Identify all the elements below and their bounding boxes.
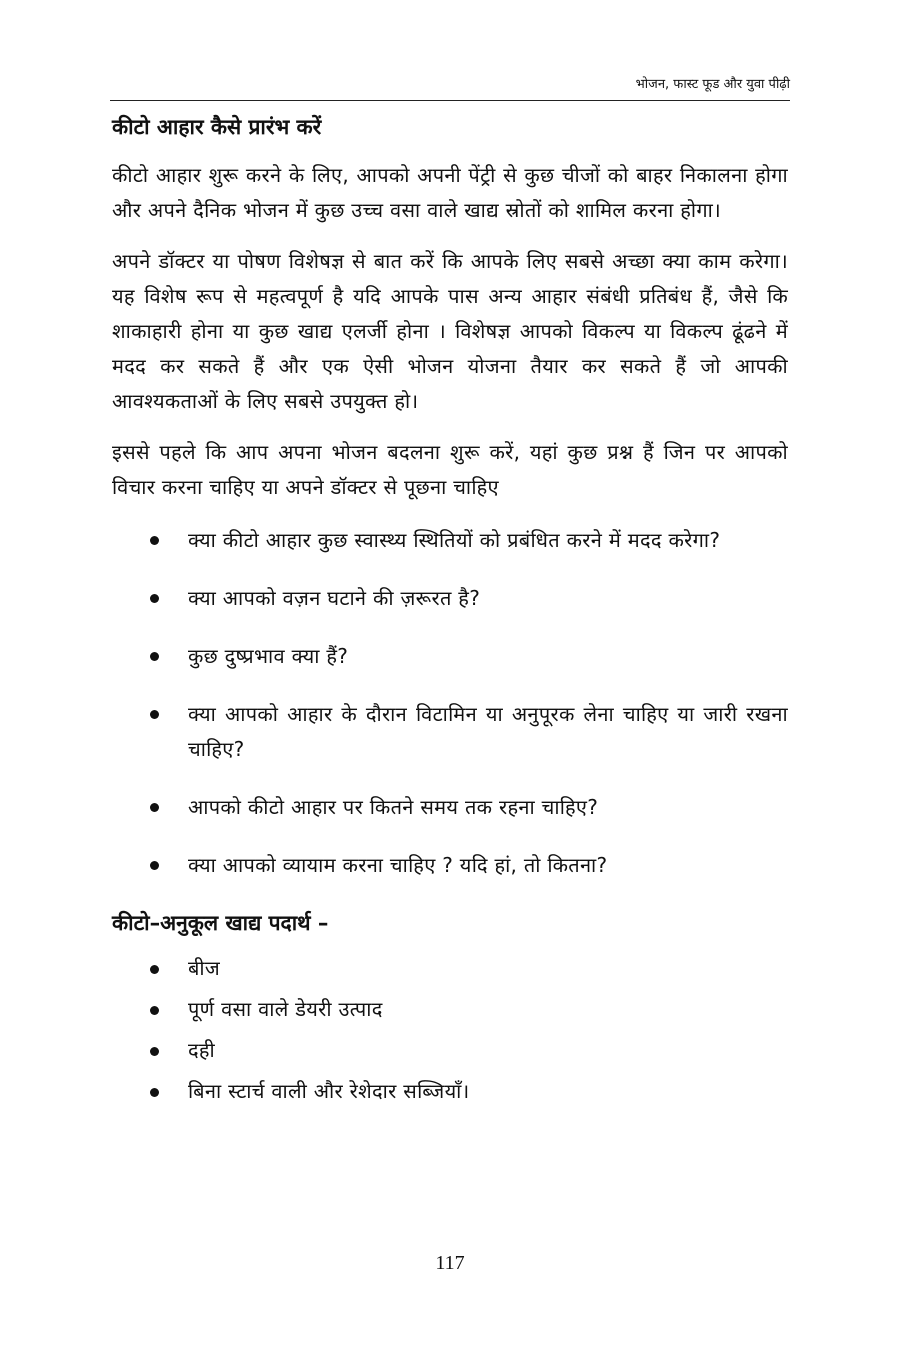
food-text: बिना स्टार्च वाली और रेशेदार सब्जियाँ। (188, 1079, 470, 1103)
list-item (112, 790, 788, 825)
list-item (112, 993, 788, 1026)
list-item (112, 581, 788, 616)
paragraph-questions-intro: इससे पहले कि आप अपना भोजन बदलना शुरू करें, यहां कुछ प्रश्न हैं जिन पर आपको विचार करना चाहिए या अपने डॉक्टर से पूछना चाहिए (112, 440, 788, 499)
bullet-icon (150, 536, 159, 545)
bullet-icon (150, 710, 159, 719)
bullet-icon (150, 803, 159, 812)
question-text: कुछ दुष्प्रभाव क्या हैं? (188, 644, 349, 668)
foods-title: कीटो–अनुकूल खाद्य पदार्थ – (112, 911, 329, 935)
header-rule (110, 100, 790, 101)
paragraph-intro: कीटो आहार शुरू करने के लिए, आपको अपनी पेंट्री से कुछ चीजों को बाहर निकालना होगा और अपने दैनिक भोजन में कुछ उच्च वसा वाले खाद्य स्रोतों को शामिल करना होगा। (112, 163, 788, 222)
food-text: दही (188, 1038, 216, 1062)
page-content (112, 110, 788, 1116)
list-item (112, 1075, 788, 1108)
question-text: क्या आपको आहार के दौरान विटामिन या अनुपूरक लेना चाहिए या जारी रखना चाहिए? (188, 702, 788, 761)
food-text: पूर्ण वसा वाले डेयरी उत्पाद (188, 997, 383, 1021)
paragraph-consult: अपने डॉक्टर या पोषण विशेषज्ञ से बात करें कि आपके लिए सबसे अच्छा क्या काम करेगा। यह विशेष रूप से महत्वपूर्ण है यदि आपके पास अन्य आहार संबंधी प्रतिबंध हैं, जैसे कि शाकाहारी होना या कुछ खाद्य एलर्जी होना । विशेषज्ञ आपको विकल्प या विकल्प ढूंढने में मदद कर सकते हैं और एक ऐसी भोजन योजना तैयार कर सकते हैं जो आपकी आवश्यकताओं के लिए सबसे उपयुक्त हो। (112, 249, 788, 413)
page-number: 117 (435, 1252, 465, 1274)
question-text: क्या आपको वज़न घटाने की ज़रूरत है? (188, 586, 481, 610)
food-text: बीज (188, 956, 221, 980)
list-item (112, 697, 788, 767)
bullet-icon (150, 1088, 159, 1097)
bullet-icon (150, 965, 159, 974)
foods-list (112, 952, 788, 1108)
list-item (112, 639, 788, 674)
bullet-icon (150, 652, 159, 661)
bullet-icon (150, 1047, 159, 1056)
list-item (112, 848, 788, 883)
list-item (112, 523, 788, 558)
bullet-icon (150, 1006, 159, 1015)
list-item (112, 1034, 788, 1067)
bullet-icon (150, 594, 159, 603)
question-text: क्या कीटो आहार कुछ स्वास्थ्य स्थितियों को प्रबंधित करने में मदद करेगा? (188, 528, 721, 552)
question-text: आपको कीटो आहार पर कितने समय तक रहना चाहिए? (188, 795, 599, 819)
bullet-icon (150, 861, 159, 870)
questions-list (112, 523, 788, 883)
running-header: भोजन, फास्ट फूड और युवा पीढ़ी (635, 77, 790, 92)
list-item (112, 952, 788, 985)
section-title: कीटो आहार कैसे प्रारंभ करें (112, 115, 322, 139)
question-text: क्या आपको व्यायाम करना चाहिए ? यदि हां, तो कितना? (188, 853, 608, 877)
